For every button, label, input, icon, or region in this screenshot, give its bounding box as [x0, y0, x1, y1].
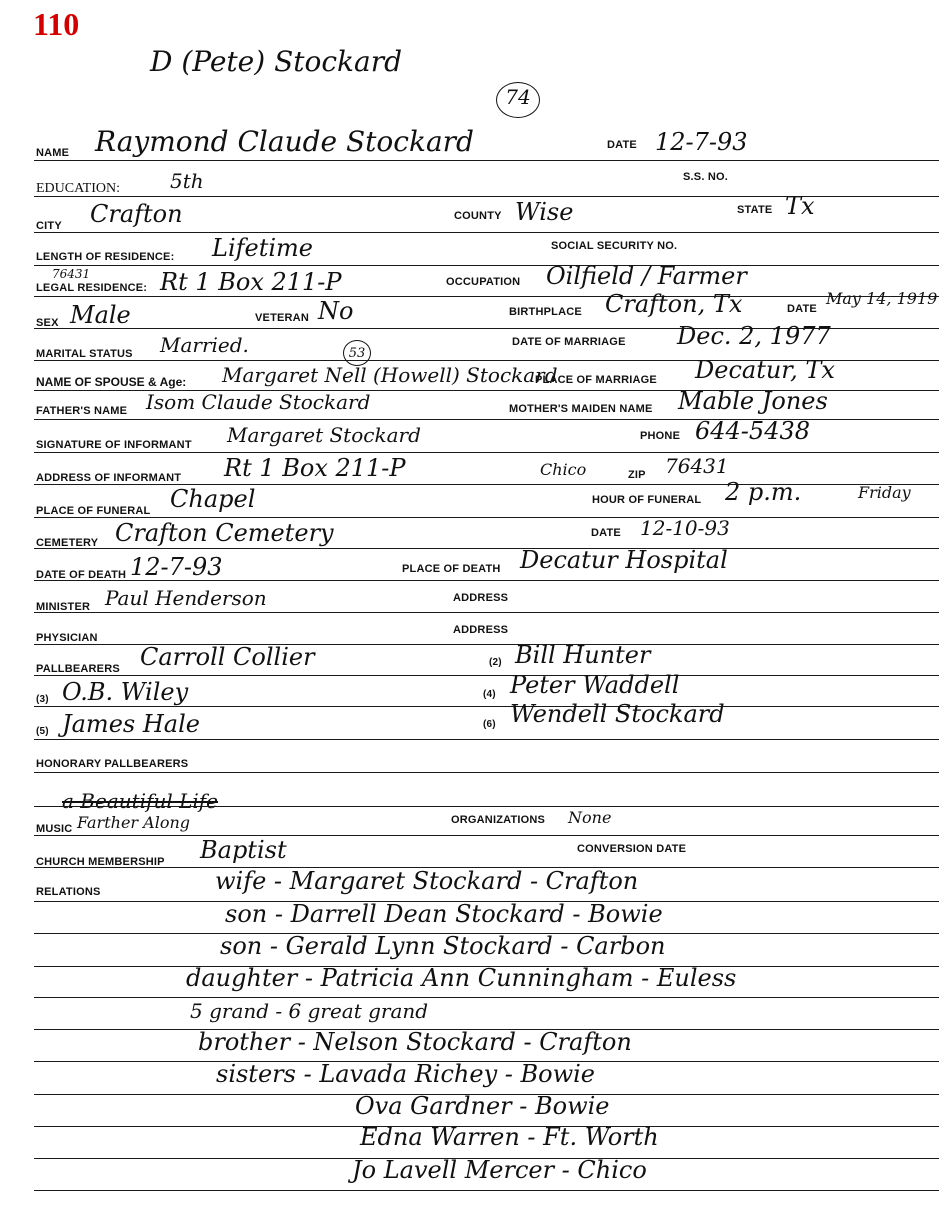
- name-label: NAME: [36, 147, 70, 159]
- relation-line-9: Edna Warren - Ft. Worth: [360, 1123, 659, 1151]
- birthplace-label: BIRTHPLACE: [509, 306, 582, 318]
- rule-pallbearers-3: [34, 739, 939, 740]
- legal-residence-value: Rt 1 Box 211-P: [160, 268, 342, 296]
- date-of-marriage-label: DATE OF MARRIAGE: [512, 336, 626, 348]
- relation-line-5: 5 grand - 6 great grand: [190, 999, 429, 1023]
- church-membership-value: Baptist: [200, 836, 287, 864]
- hour-of-funeral-value: 2 p.m.: [725, 478, 802, 506]
- date-label: DATE: [607, 139, 637, 151]
- rule-residence: [34, 265, 939, 266]
- social-security-no-label: SOCIAL SECURITY NO.: [551, 240, 678, 252]
- rule-funeral: [34, 517, 939, 518]
- marital-status-value: Married.: [160, 333, 249, 357]
- pallbearer-4-number: (4): [483, 689, 496, 700]
- date-of-death-label: DATE OF DEATH: [36, 569, 127, 581]
- veteran-value: No: [318, 297, 354, 325]
- date-of-marriage-value: Dec. 2, 1977: [677, 322, 831, 350]
- conversion-date-label: CONVERSION DATE: [577, 843, 687, 855]
- date-of-death-value: 12-7-93: [130, 553, 223, 581]
- place-of-marriage-label: PLACE OF MARRIAGE: [535, 374, 657, 386]
- relation-line-10: Jo Lavell Mercer - Chico: [352, 1156, 647, 1184]
- sex-label: SEX: [36, 317, 59, 329]
- place-of-funeral-label: PLACE OF FUNERAL: [36, 505, 151, 517]
- fathers-name-value: Isom Claude Stockard: [146, 390, 371, 414]
- county-label: COUNTY: [454, 210, 502, 222]
- spouse-label: NAME OF SPOUSE & Age:: [36, 375, 187, 389]
- zip-label: ZIP: [628, 469, 646, 481]
- pallbearer-1: Carroll Collier: [140, 643, 315, 671]
- relation-line-8: Ova Gardner - Bowie: [355, 1092, 610, 1120]
- place-of-marriage-value: Decatur, Tx: [695, 356, 835, 384]
- rule-honorary-2: [34, 806, 939, 807]
- informant-address-label: ADDRESS OF INFORMANT: [36, 472, 182, 484]
- organizations-label: ORGANIZATIONS: [451, 814, 546, 826]
- informant-address-value: Rt 1 Box 211-P: [224, 454, 406, 482]
- minister-address-label: ADDRESS: [453, 592, 509, 604]
- rule-pallbearers-1: [34, 675, 939, 676]
- pallbearer-4: Peter Waddell: [510, 671, 680, 699]
- church-membership-label: CHURCH MEMBERSHIP: [36, 856, 165, 868]
- city-value: Crafton: [90, 200, 183, 228]
- ss-no-label: S.S. NO.: [683, 171, 728, 183]
- pallbearer-6: Wendell Stockard: [510, 700, 725, 728]
- rule-death: [34, 580, 939, 581]
- rule-relations-4: [34, 997, 939, 998]
- rule-legal-residence: [34, 296, 939, 297]
- mothers-maiden-name-value: Mable Jones: [678, 387, 828, 415]
- length-of-residence-label: LENGTH OF RESIDENCE:: [36, 251, 175, 263]
- rule-honorary-1: [34, 772, 939, 773]
- relation-line-3: son - Gerald Lynn Stockard - Carbon: [220, 932, 666, 960]
- zip-value: 76431: [665, 454, 729, 478]
- education-label: EDUCATION:: [36, 181, 120, 196]
- honorary-pallbearers-label: HONORARY PALLBEARERS: [36, 758, 189, 770]
- physician-address-label: ADDRESS: [453, 624, 509, 636]
- music-label: MUSIC: [36, 823, 73, 835]
- pallbearer-3: O.B. Wiley: [62, 678, 189, 706]
- relations-label: RELATIONS: [36, 886, 101, 898]
- length-of-residence-value: Lifetime: [212, 234, 313, 262]
- education-value: 5th: [170, 169, 204, 193]
- relation-line-6: brother - Nelson Stockard - Crafton: [198, 1028, 632, 1056]
- spouse-value: Margaret Nell (Howell) Stockard: [222, 363, 558, 387]
- cemetery-value: Crafton Cemetery: [115, 519, 334, 547]
- funeral-date-value: 12-10-93: [640, 516, 730, 540]
- legal-residence-label: LEGAL RESIDENCE:: [36, 282, 148, 294]
- phone-value: 644-5438: [695, 417, 810, 445]
- minister-value: Paul Henderson: [105, 586, 267, 610]
- birthplace-value: Crafton, Tx: [605, 290, 743, 318]
- pallbearer-2-number: (2): [489, 657, 502, 668]
- music-value: Farther Along: [77, 813, 190, 832]
- rule-cemetery: [34, 548, 939, 549]
- relation-line-2: son - Darrell Dean Stockard - Bowie: [225, 900, 663, 928]
- hour-of-funeral-day: Friday: [858, 483, 911, 502]
- circled-number: 74: [505, 85, 531, 109]
- circled-number-badge: [496, 82, 540, 118]
- rule-minister: [34, 612, 939, 613]
- phone-label: PHONE: [640, 430, 681, 442]
- occupation-value: Oilfield / Farmer: [546, 262, 747, 290]
- rule-city: [34, 232, 939, 233]
- birth-date-label: DATE: [787, 303, 817, 315]
- place-of-death-value: Decatur Hospital: [520, 546, 728, 574]
- city-label: CITY: [36, 220, 62, 232]
- relation-line-1: wife - Margaret Stockard - Crafton: [215, 867, 639, 895]
- relation-line-4: daughter - Patricia Ann Cunningham - Euless: [186, 964, 737, 992]
- music-struck-value: a Beautiful Life: [62, 789, 219, 813]
- marital-status-label: MARITAL STATUS: [36, 348, 133, 360]
- hour-of-funeral-label: HOUR OF FUNERAL: [592, 494, 702, 506]
- funeral-date-label: DATE: [591, 527, 621, 539]
- header-note: D (Pete) Stockard: [150, 45, 403, 78]
- veteran-label: VETERAN: [255, 312, 309, 324]
- state-value: Tx: [785, 192, 815, 220]
- organizations-value: None: [568, 808, 612, 827]
- fathers-name-label: FATHER'S NAME: [36, 405, 128, 417]
- rule-relations-10: [34, 1190, 939, 1191]
- rule-name: [34, 160, 939, 161]
- name-value: Raymond Claude Stockard: [95, 125, 474, 158]
- pallbearer-6-number: (6): [483, 719, 496, 730]
- occupation-label: OCCUPATION: [446, 276, 521, 288]
- birth-date-value: May 14, 1919: [826, 289, 938, 308]
- pallbearer-3-number: (3): [36, 694, 49, 705]
- informant-signature-label: SIGNATURE OF INFORMANT: [36, 439, 192, 451]
- rule-music: [34, 835, 939, 836]
- pallbearer-2: Bill Hunter: [515, 641, 651, 669]
- place-of-funeral-value: Chapel: [170, 485, 256, 513]
- physician-label: PHYSICIAN: [36, 632, 98, 644]
- page-number: 110: [33, 6, 80, 42]
- spouse-age: 53: [348, 346, 366, 361]
- place-of-death-label: PLACE OF DEATH: [402, 563, 501, 575]
- pallbearer-5: James Hale: [62, 710, 200, 738]
- pallbearer-5-number: (5): [36, 726, 49, 737]
- informant-signature-value: Margaret Stockard: [227, 423, 421, 447]
- pallbearers-label: PALLBEARERS: [36, 663, 120, 675]
- legal-residence-zip-note: 76431: [52, 267, 91, 281]
- informant-address-city: Chico: [540, 460, 587, 479]
- county-value: Wise: [515, 198, 574, 226]
- relation-line-7: sisters - Lavada Richey - Bowie: [216, 1060, 596, 1088]
- sex-value: Male: [70, 301, 131, 329]
- mothers-maiden-name-label: MOTHER'S MAIDEN NAME: [509, 403, 653, 415]
- date-value: 12-7-93: [655, 128, 748, 156]
- state-label: STATE: [737, 204, 773, 216]
- minister-label: MINISTER: [36, 601, 91, 613]
- cemetery-label: CEMETERY: [36, 537, 99, 549]
- rule-pallbearers-2: [34, 706, 939, 707]
- rule-signature: [34, 452, 939, 453]
